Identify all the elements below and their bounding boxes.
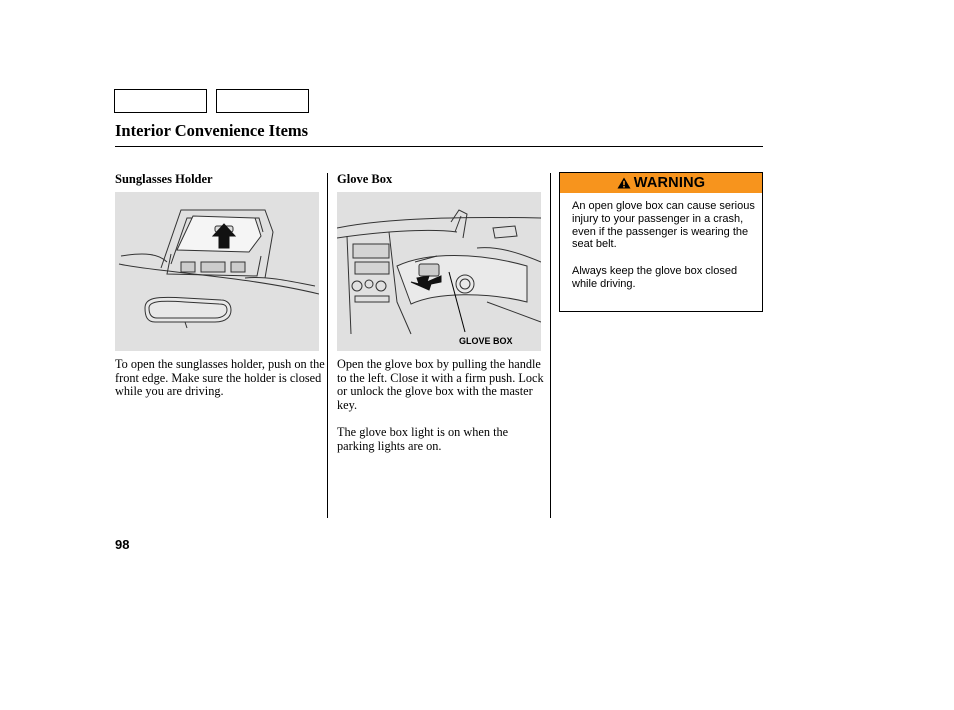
glove-box-paragraph: Open the glove box by pulling the handle to the left. Close it with a firm push. Lock or unlock the glove box with the master key. xyxy=(337,357,544,412)
column-divider-2 xyxy=(550,173,551,518)
warning-triangle-icon xyxy=(617,177,631,189)
nav-box-2[interactable] xyxy=(216,89,309,113)
warning-paragraph: An open glove box can cause serious injury to your passenger in a crash, even if the passenger is wearing the seat belt. xyxy=(572,200,755,251)
sunglasses-holder-illustration xyxy=(115,192,319,351)
warning-paragraph: Always keep the glove box closed while driving. xyxy=(572,265,738,290)
sunglasses-holder-text xyxy=(115,358,325,413)
page-number: 98 xyxy=(115,537,130,552)
warning-label: WARNING xyxy=(633,175,706,191)
warning-body xyxy=(560,193,762,291)
warning-header xyxy=(560,173,762,193)
nav-box-1[interactable] xyxy=(114,89,207,113)
title-divider xyxy=(115,146,763,147)
column-divider-1 xyxy=(327,173,328,518)
glove-box-text xyxy=(337,358,547,467)
sunglasses-holder-heading: Sunglasses Holder xyxy=(115,172,213,186)
sunglasses-holder-paragraph: To open the sunglasses holder, push on the front edge. Make sure the holder is closed while you are driving. xyxy=(115,357,325,398)
glove-box-heading: Glove Box xyxy=(337,172,393,186)
glove-box-callout: GLOVE BOX xyxy=(459,336,513,346)
glove-box-paragraph: The glove box light is on when the parking lights are on. xyxy=(337,425,509,453)
glove-box-illustration xyxy=(337,192,541,351)
warning-box xyxy=(559,172,763,312)
page-title: Interior Convenience Items xyxy=(115,121,309,140)
